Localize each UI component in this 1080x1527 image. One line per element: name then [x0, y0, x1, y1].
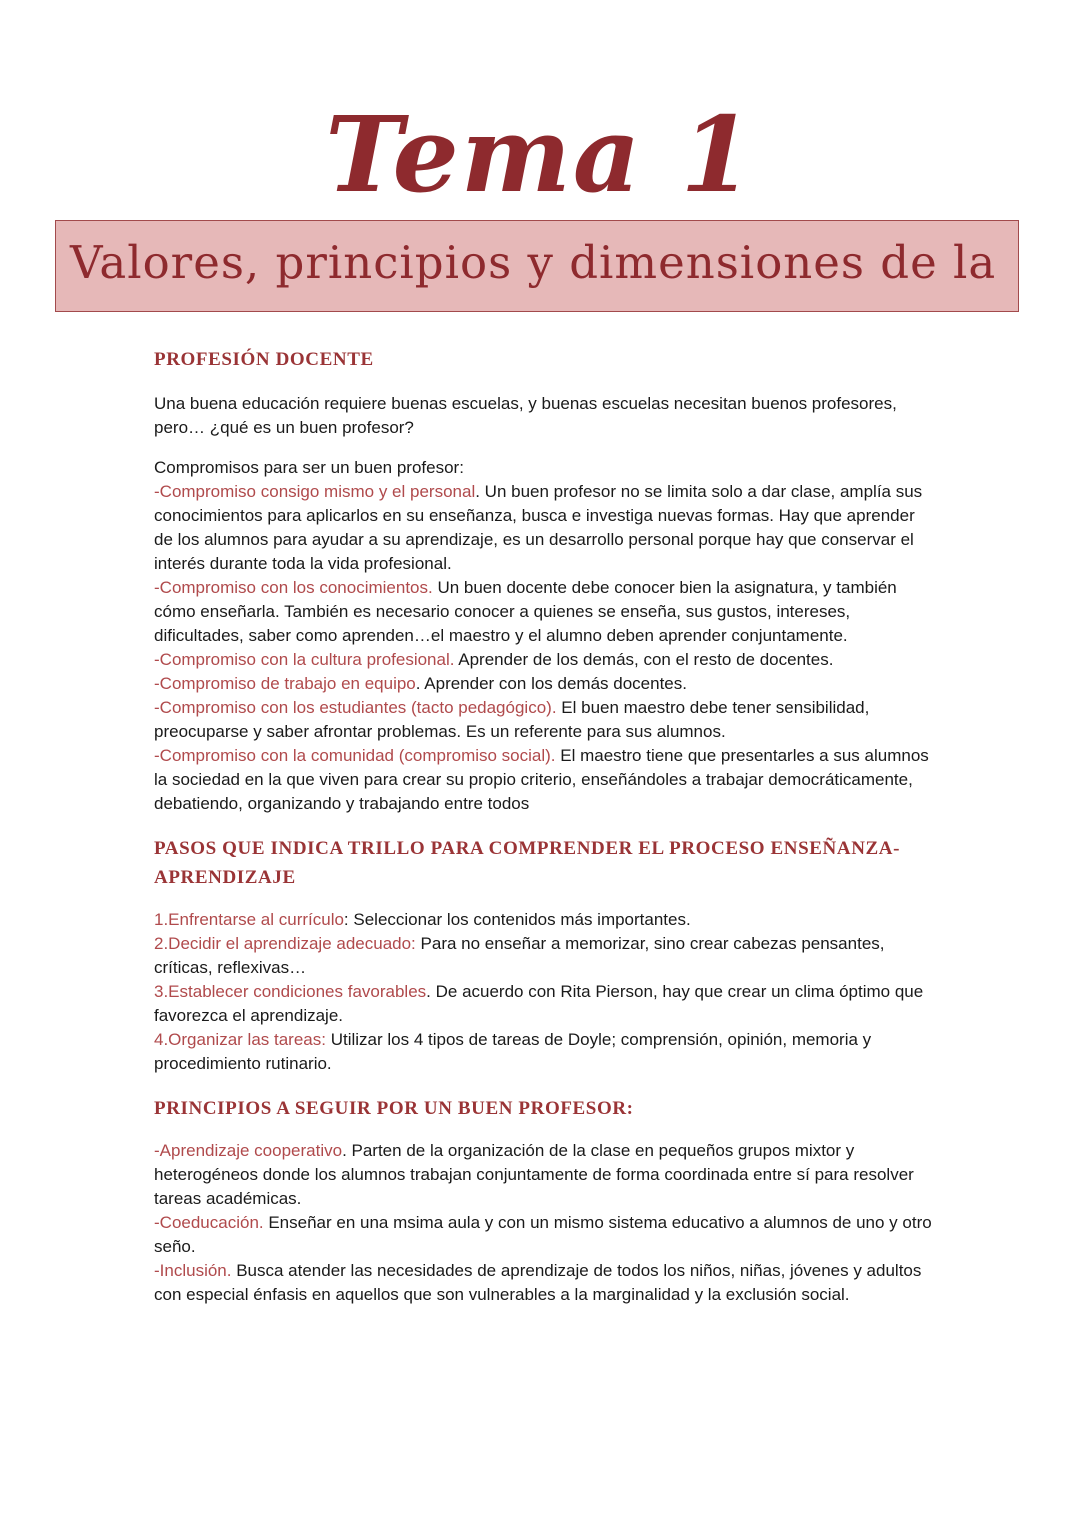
principle-item — [154, 1259, 934, 1307]
item-text: Enseñar en una msima aula y con un mismo sistema educativo a alumnos de uno y otro seño. — [154, 1213, 932, 1256]
intro-paragraph: Una buena educación requiere buenas escuelas, y buenas escuelas necesitan buenos profesores, pero… ¿qué es un buen profesor? — [154, 394, 897, 437]
item-key: -Inclusión. — [154, 1261, 232, 1280]
commitment-item — [154, 696, 934, 744]
step-item — [154, 932, 934, 980]
item-text: . Parten de la organización de la clase en pequeños grupos mixtor y heterogéneos donde los alumnos trabajan conjuntamente de forma coordinada entre sí para resolver tareas académicas. — [154, 1141, 914, 1208]
principle-item — [154, 1139, 934, 1211]
item-key: -Compromiso con los estudiantes (tacto pedagógico). — [154, 698, 557, 717]
section-heading-principios: PRINCIPIOS A SEGUIR POR UN BUEN PROFESOR: — [154, 1098, 634, 1119]
commitment-item — [154, 744, 934, 816]
item-key: -Compromiso con la comunidad (compromiso social). — [154, 746, 556, 765]
item-text: . Aprender con los demás docentes. — [415, 674, 687, 693]
commitment-item — [154, 648, 934, 672]
banner-text: Valores, principios y dimensiones de la — [70, 236, 997, 289]
item-key: -Coeducación. — [154, 1213, 264, 1232]
item-key: -Compromiso con los conocimientos. — [154, 578, 433, 597]
item-text: El maestro tiene que presentarles a sus alumnos la sociedad en la que viven para crear su propio criterio, enseñándoles a trabajar democráticamente, debatiendo, organizando y trabajando entre todos — [154, 746, 929, 813]
commitments-label: Compromisos para ser un buen profesor: — [154, 458, 464, 477]
item-text: Un buen docente debe conocer bien la asignatura, y también cómo enseñarla. También es necesario conocer a quienes se enseña, sus gustos, intereses, dificultades, saber como aprenden…el maestro y el alumno deben aprender conjuntamente. — [154, 578, 897, 645]
item-key: 1.Enfrentarse al currículo — [154, 910, 344, 929]
item-text: Para no enseñar a memorizar, sino crear cabezas pensantes, críticas, reflexivas… — [154, 934, 885, 977]
item-key: 4.Organizar las tareas: — [154, 1030, 326, 1049]
item-key: -Compromiso con la cultura profesional. — [154, 650, 455, 669]
item-key: -Compromiso consigo mismo y el personal — [154, 482, 476, 501]
commitment-item — [154, 480, 934, 576]
item-key: 3.Establecer condiciones favorables — [154, 982, 427, 1001]
item-key: -Aprendizaje cooperativo — [154, 1141, 343, 1160]
item-text: El buen maestro debe tener sensibilidad, preocuparse y saber afrontar problemas. Es un referente para sus alumnos. — [154, 698, 870, 741]
item-text: Utilizar los 4 tipos de tareas de Doyle; comprensión, opinión, memoria y procedimiento rutinario. — [154, 1030, 872, 1073]
section-heading-pasos-trillo: PASOS QUE INDICA TRILLO PARA COMPRENDER EL PROCESO ENSEÑANZA-APRENDIZAJE — [154, 838, 901, 888]
item-text: Busca atender las necesidades de aprendizaje de todos los niños, niñas, jóvenes y adultos con especial énfasis en aquellos que son vulnerables a la marginalidad y la exclusión social. — [154, 1261, 922, 1304]
item-text: . De acuerdo con Rita Pierson, hay que crear un clima óptimo que favorezca el aprendizaje. — [154, 982, 924, 1025]
section-heading-profesion-docente: PROFESIÓN DOCENTE — [154, 349, 374, 370]
item-key: -Compromiso de trabajo en equipo — [154, 674, 416, 693]
step-item — [154, 1028, 934, 1076]
commitment-item — [154, 576, 934, 648]
item-text: : Seleccionar los contenidos más importantes. — [343, 910, 691, 929]
item-key: 2.Decidir el aprendizaje adecuado: — [154, 934, 416, 953]
item-text: . Un buen profesor no se limita solo a dar clase, amplía sus conocimientos para aplicarlos en su enseñanza, busca e investiga nuevas formas. Hay que aprender de los alumnos para ayudar a su aprendizaje, es un desarrollo personal porque hay que conservar el interés durante toda la vida profesional. — [154, 482, 923, 573]
step-item — [154, 980, 934, 1028]
step-item — [154, 908, 934, 932]
principle-item — [154, 1211, 934, 1259]
title-banner — [55, 220, 1019, 312]
document-body — [154, 345, 934, 1307]
commitment-item — [154, 672, 934, 696]
item-text: Aprender de los demás, con el resto de docentes. — [454, 650, 834, 669]
page-title: Tema 1 — [325, 93, 755, 216]
